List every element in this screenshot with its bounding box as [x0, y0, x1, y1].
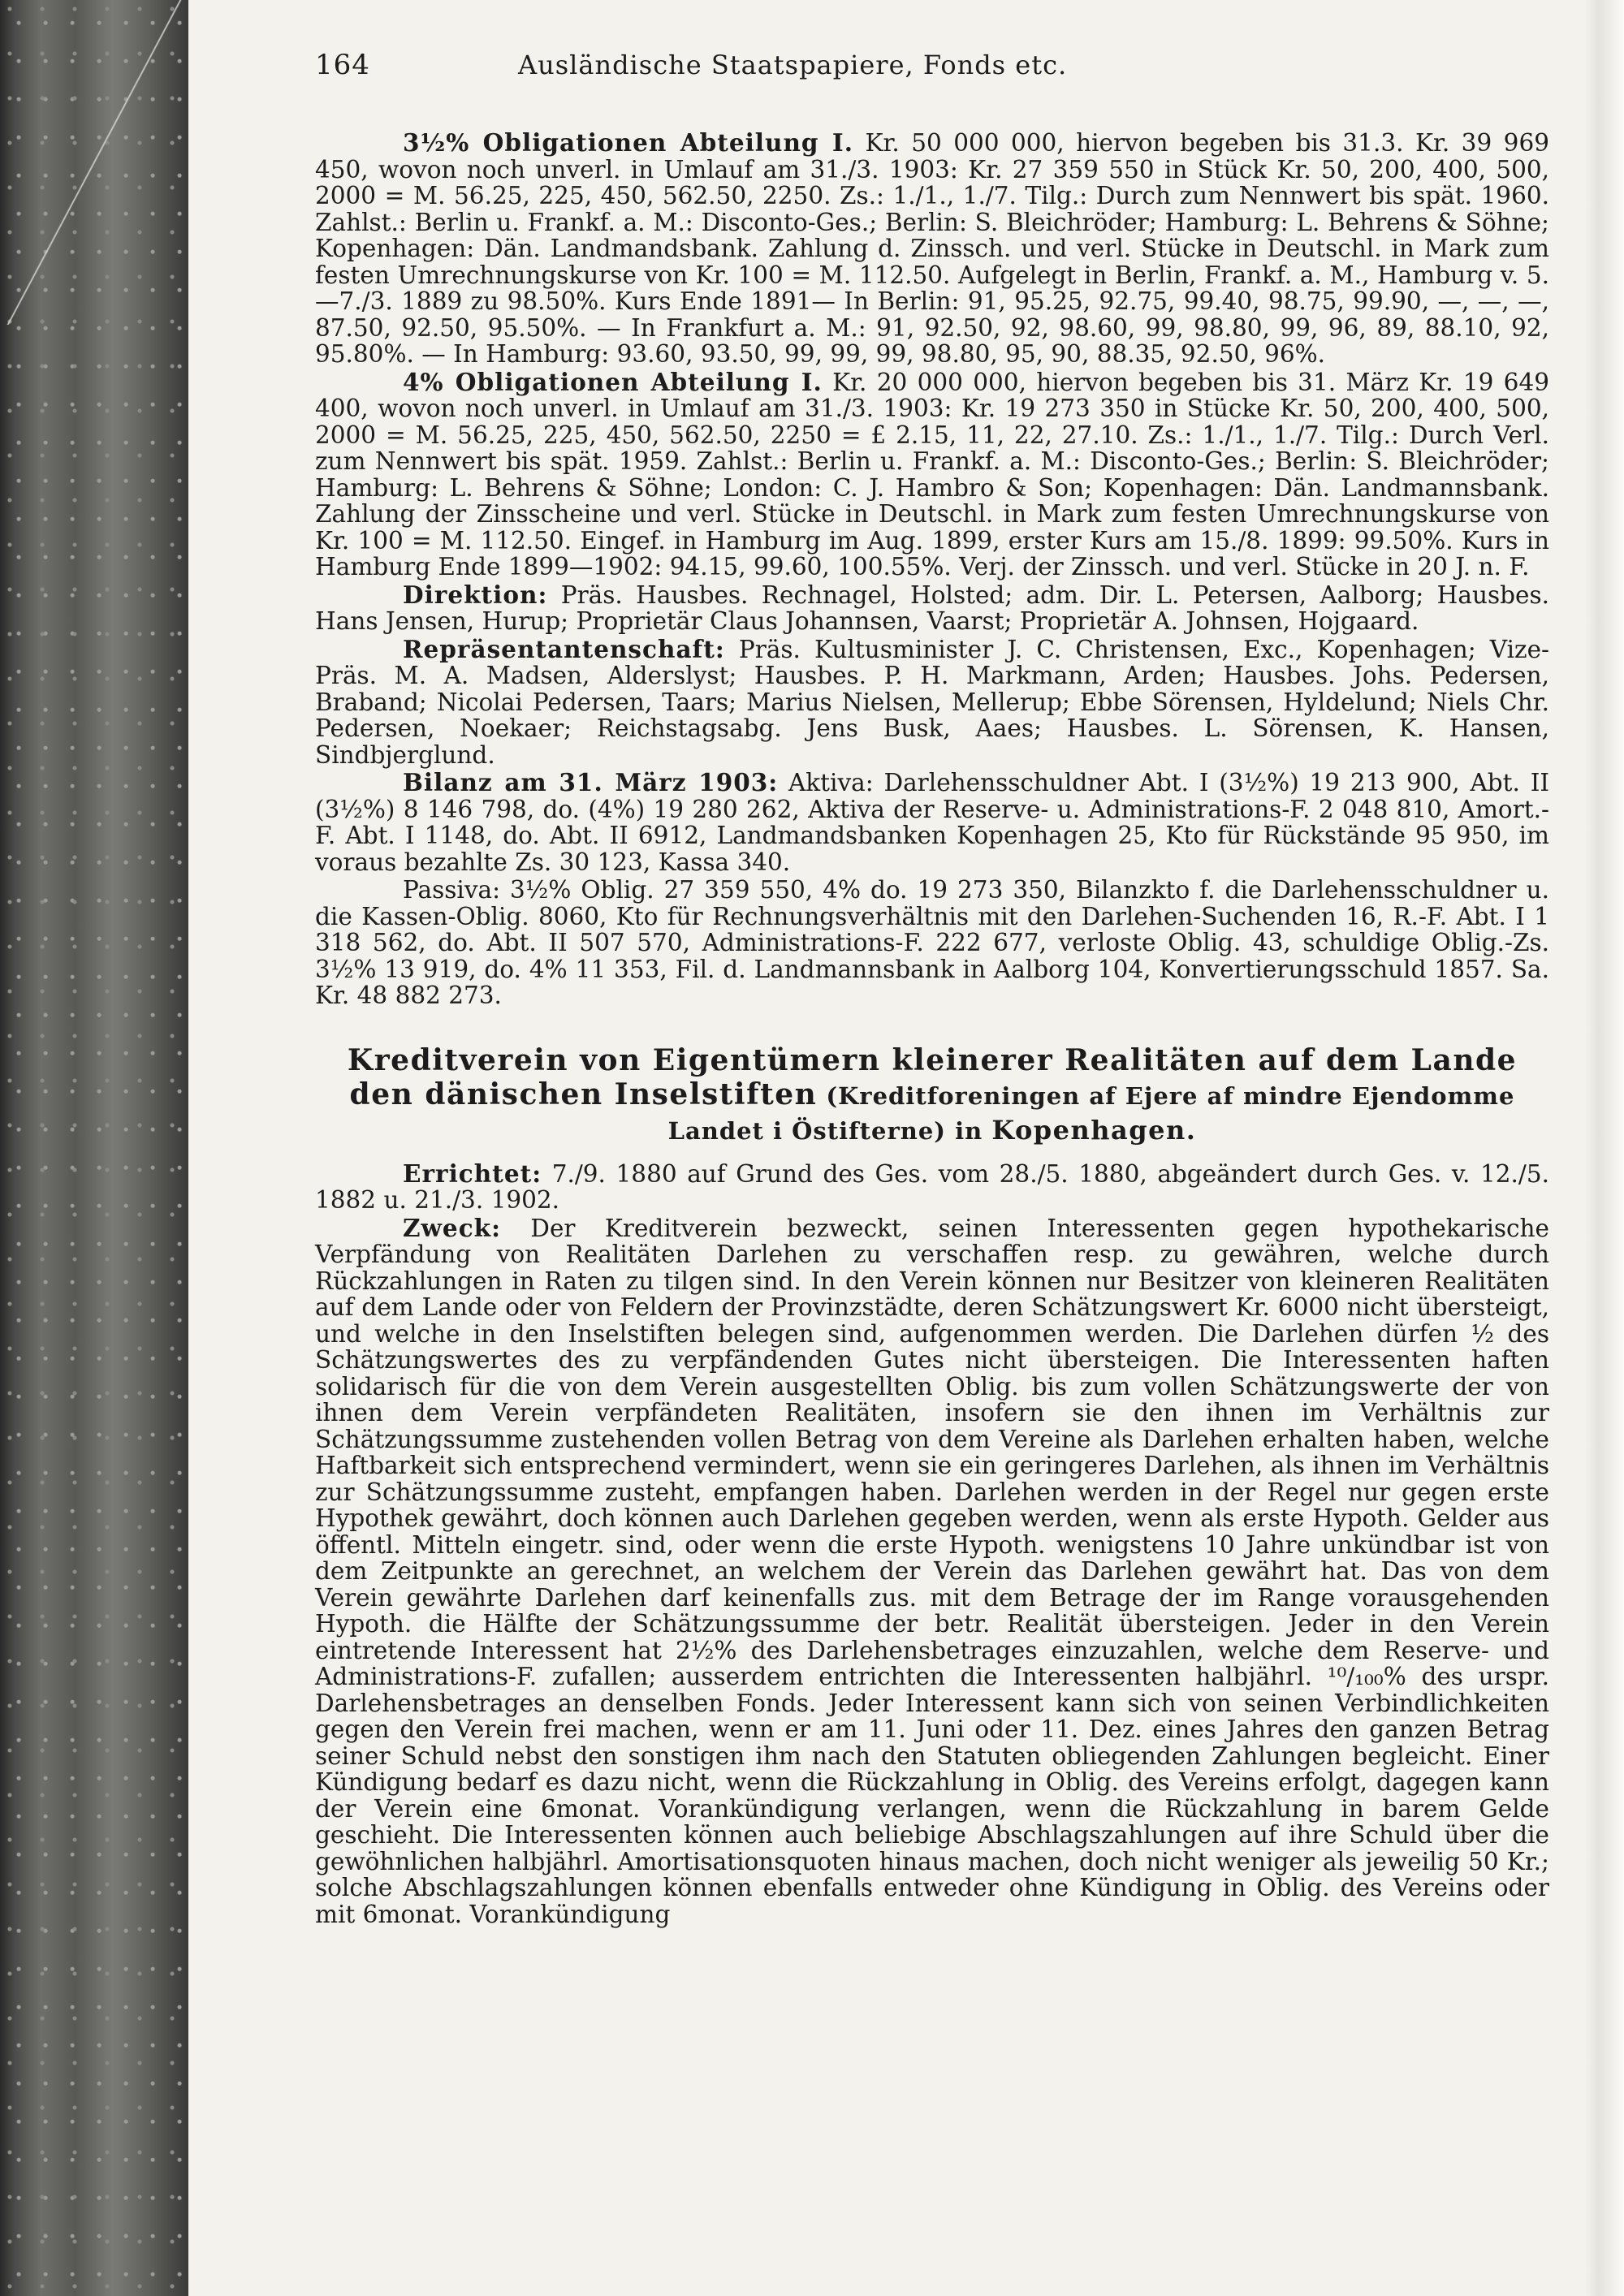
paragraph: Repräsentantenschaft: Präs. Kultusminister J. C. Christensen, Exc., Kopenhagen; Vize-Präs. M. A. Madsen, Alderslyst; Hausbes. P. H. Markmann, Arden; Hausbes. Johs. Pedersen, Braband; Nicolai Pedersen, Taars; Marius Nielsen, Mellerup; Ebbe Sörensen, Hyldelund; Niels Chr. Pedersen, Noekaer; Reichstagsabg. Jens Busk, Aaes; Hausbes. L. Sörensen, K. Hansen, Sindbjerglund.: [315, 634, 1549, 769]
paragraph: 4% Obligationen Abteilung I. Kr. 20 000 000, hiervon begeben bis 31. März Kr. 19 649 400, wovon noch unverl. in Umlauf am 31./3. 1903: Kr. 19 273 350 in Stücke Kr. 50, 200, 400, 500, 2000 = M. 56.25, 225, 450, 562.50, 2250 = £ 2.15, 11, 22, 27.10. Zs.: 1./1., 1./7. Tilg.: Durch Verl. zum Nennwert bis spät. 1959. Zahlst.: Berlin u. Frankf. a. M.: Disconto-Ges.; Berlin: S. Bleichröder; Hamburg: L. Behrens & Söhne; London: C. J. Hambro & Son; Kopenhagen: Dän. Landmannsbank. Zahlung der Zinsscheine und verl. Stücke in Deutschl. in Mark zum festen Umrechnungskurse von Kr. 100 = M. 112.50. Eingef. in Hamburg im Aug. 1899, erster Kurs am 15./8. 1899: 99.50%. Kurs in Hamburg Ende 1899—1902: 94.15, 99.60, 100.55%. Verj. der Zinssch. und verl. Stücke in 20 J. n. F.: [315, 367, 1549, 580]
running-title: Ausländische Staatspapiere, Fonds etc.: [518, 50, 1068, 80]
paragraph: Errichtet: 7./9. 1880 auf Grund des Ges. vom 28./5. 1880, abgeändert durch Ges. v. 12./5. 1882 u. 21./3. 1902.: [315, 1159, 1549, 1214]
title-line-3: Landet i Östifterne) in Kopenhagen.: [667, 1114, 1197, 1146]
book-binding-edge: [0, 0, 188, 2296]
paragraph: Bilanz am 31. März 1903: Aktiva: Darlehensschuldner Abt. I (3½%) 19 213 900, Abt. II (3½%) 8 146 798, do. (4%) 19 280 262, Aktiva der Reserve- u. Administrations-F. 2 048 810, Amort.-F. Abt. I 1148, do. Abt. II 6912, Landmandsbanken Kopenhagen 25, Kto für Rückstände 95 950, im voraus bezahlte Zs. 30 123, Kassa 340.: [315, 768, 1549, 876]
page-right-edge: [1585, 0, 1624, 2296]
document-page: [315, 49, 1549, 1929]
title-line-2: den dänischen Inselstiften (Kreditforeningen af Ejere af mindre Ejendomme: [349, 1077, 1515, 1111]
title-line-1: Kreditverein von Eigentümern kleinerer Realitäten auf dem Lande: [347, 1042, 1518, 1077]
section-title: [315, 1043, 1549, 1148]
page-number: 164: [315, 49, 370, 81]
paragraph: 3½% Obligationen Abteilung I. Kr. 50 000 000, hiervon begeben bis 31.3. Kr. 39 969 450, wovon noch unverl. in Umlauf am 31./3. 1903: Kr. 27 359 550 in Stück Kr. 50, 200, 400, 500, 2000 = M. 56.25, 225, 450, 562.50, 2250. Zs.: 1./1., 1./7. Tilg.: Durch zum Nennwert bis spät. 1960. Zahlst.: Berlin u. Frankf. a. M.: Disconto-Ges.; Berlin: S. Bleichröder; Hamburg: L. Behrens & Söhne; Kopenhagen: Dän. Landmandsbank. Zahlung d. Zinssch. und verl. Stücke in Deutschl. in Mark zum festen Umrechnungskurse von Kr. 100 = M. 112.50. Aufgelegt in Berlin, Frankf. a. M., Hamburg v. 5.—7./3. 1889 zu 98.50%. Kurs Ende 1891— In Berlin: 91, 95.25, 92.75, 99.40, 98.75, 99.90, —, —, —, 87.50, 92.50, 95.50%. — In Frankfurt a. M.: 91, 92.50, 92, 98.60, 99, 98.80, 99, 96, 89, 88.10, 92, 95.80%. — In Hamburg: 93.60, 93.50, 99, 99, 99, 98.80, 95, 90, 88.35, 92.50, 96%.: [315, 128, 1549, 368]
section-obligations: [315, 130, 1549, 1009]
section-kreditverein: [315, 1161, 1549, 1928]
page-header: [315, 49, 1549, 97]
paragraph: Passiva: 3½% Oblig. 27 359 550, 4% do. 19 273 350, Bilanzkto f. die Darlehensschuldner u. die Kassen-Oblig. 8060, Kto für Rechnungsverhältnis mit den Darlehen-Suchenden 16, R.-F. Abt. I 1 318 562, do. Abt. II 507 570, Administrations-F. 222 677, verloste Oblig. 43, schuldige Oblig.-Zs. 3½% 13 919, do. 4% 11 353, Fil. d. Landmannsbank in Aalborg 104, Konvertierungsschuld 1857. Sa. Kr. 48 882 273.: [315, 876, 1549, 1009]
paragraph: Direktion: Präs. Hausbes. Rechnagel, Holsted; adm. Dir. L. Petersen, Aalborg; Hausbes. Hans Jensen, Hurup; Proprietär Claus Johannsen, Vaarst; Proprietär A. Johnsen, Hojgaard.: [315, 580, 1549, 635]
paragraph: Zweck: Der Kreditverein bezweckt, seinen Interessenten gegen hypothekarische Verpfändung von Realitäten Darlehen zu verschaffen resp. zu gewähren, welche durch Rückzahlungen in Raten zu tilgen sind. In den Verein können nur Besitzer von kleineren Realitäten auf dem Lande oder von Feldern der Provinzstädte, deren Schätzungswert Kr. 6000 nicht übersteigt, und welche in den Inselstiften belegen sind, aufgenommen werden. Die Darlehen dürfen ½ des Schätzungswertes des zu verpfändenden Gutes nicht übersteigen. Die Interessenten haften solidarisch für die von dem Verein ausgestellten Oblig. bis zum vollen Schätzungswerte der von ihnen dem Verein verpfändeten Realitäten, insofern sie den ihnen im Verhältnis zur Schätzungssumme zustehenden vollen Betrag von dem Vereine als Darlehen erhalten haben, welche Haftbarkeit sich entsprechend vermindert, wenn sie ein geringeres Darlehen, als ihnen im Verhältnis zur Schätzungssumme zusteht, empfangen haben. Darlehen werden in der Regel nur gegen erste Hypothek gewährt, doch können auch Darlehen gegeben werden, wenn als erste Hypoth. Gelder aus öffentl. Mitteln eingetr. sind, oder wenn die erste Hypoth. wenigstens 10 Jahre unkündbar ist von dem Zeitpunkte an gerechnet, an welchem der Verein das Darlehen gewährt hat. Das von dem Verein gewährte Darlehen darf keinenfalls zus. mit dem Betrage der im Range vorausgehenden Hypoth. die Hälfte der Schätzungssumme der betr. Realität übersteigen. Jeder in den Verein eintretende Interessent hat 2½% des Darlehensbetrages einzuzahlen, welche dem Reserve- und Administrations-F. zufallen; ausserdem entrichten die Interessenten halbjährl. ¹⁰/₁₀₀% des urspr. Darlehensbetrages an denselben Fonds. Jeder Interessent kann sich von seinen Verbindlichkeiten gegen den Verein frei machen, wenn er am 11. Juni oder 11. Dez. eines Jahres den ganzen Betrag seiner Schuld nebst den sonstigen ihm nach den Statuten obliegenden Zahlungen begleicht. Einer Kündigung bedarf es dazu nicht, wenn die Rückzahlung in Oblig. des Vereins erfolgt, dagegen kann der Verein eine 6monat. Vorankündigung verlangen, wenn die Rückzahlung in barem Gelde geschieht. Die Interessenten können auch beliebige Abschlagszahlungen auf ihre Schuld über die gewöhnlichen halbjährl. Amortisationsquoten hinaus machen, doch nicht weniger als jeweilig 50 Kr.; solche Abschlagszahlungen können ebenfalls entweder ohne Kündigung in Oblig. des Vereins oder mit 6monat. Vorankündigung: [315, 1213, 1549, 1928]
